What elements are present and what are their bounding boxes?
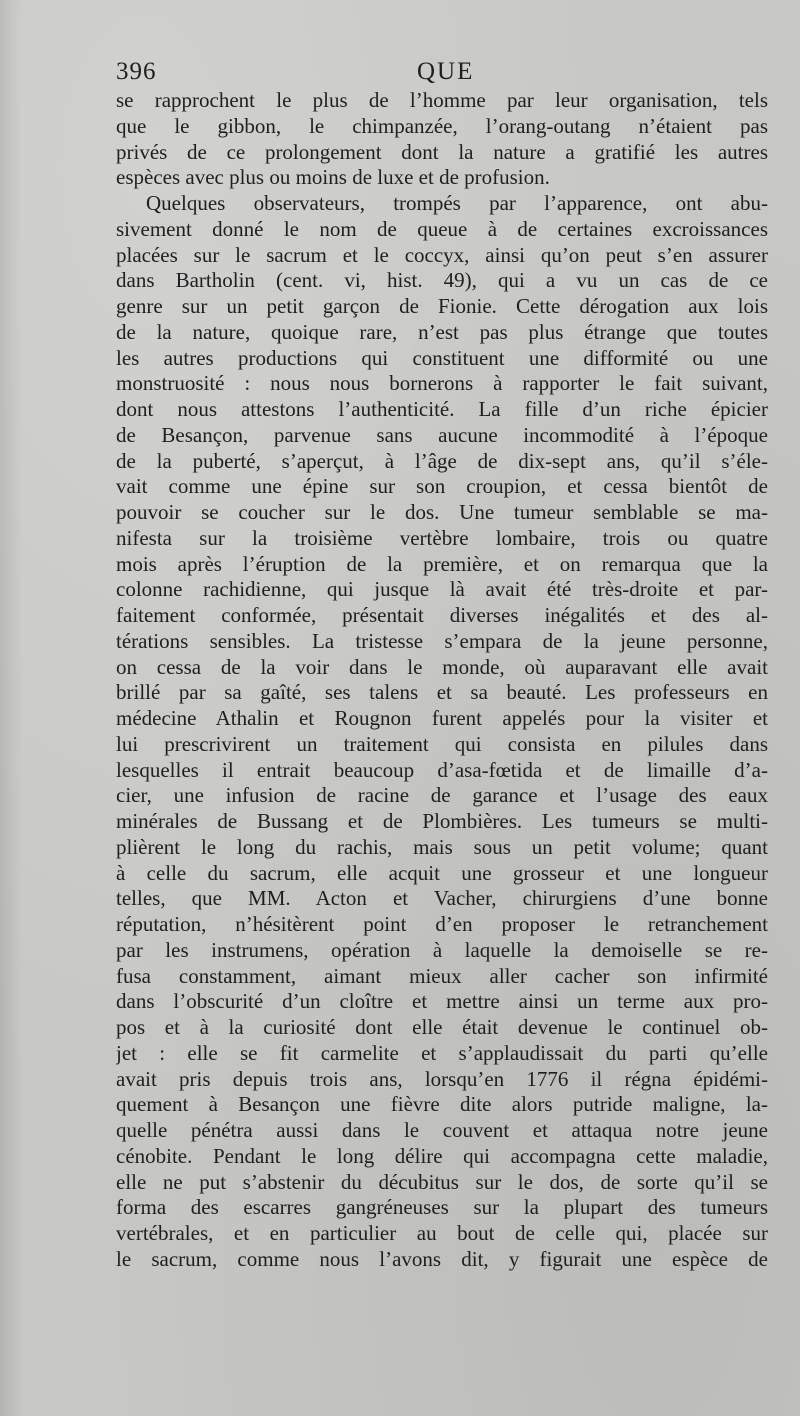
text-line: mois après l’éruption de la première, et on remarqua que la: [116, 551, 768, 576]
text-line: on cessa de la voir dans le monde, où auparavant elle avait: [116, 654, 768, 679]
text-line: pouvoir se coucher sur le dos. Une tumeur semblable se ma-: [116, 500, 768, 524]
text-line: de la puberté, s’aperçut, à l’âge de dix-sept ans, qu’il s’éle-: [116, 448, 768, 473]
text-line: colonne rachidienne, qui jusque là avait été très-droite et par-: [116, 577, 768, 602]
text-line: dont nous attestons l’authenticité. La fille d’un riche épicier: [116, 397, 768, 421]
text-line: fusa constamment, aimant mieux aller cacher son infirmité: [116, 963, 768, 988]
text-line: plièrent le long du rachis, mais sous un petit volume; quant: [116, 834, 768, 859]
text-line: les autres productions qui constituent une difformité ou une: [116, 345, 768, 370]
text-line: réputation, n’hésitèrent point d’en proposer le retranchement: [116, 912, 768, 936]
text-line: brillé par sa gaîté, ses talens et sa beauté. Les professeurs en: [116, 680, 768, 705]
text-line: forma des escarres gangréneuses sur la plupart des tumeurs: [116, 1195, 768, 1220]
text-line: sivement donné le nom de queue à de certaines excroissances: [116, 216, 768, 241]
text-line: lui prescrivirent un traitement qui consista en pilules dans: [116, 731, 768, 756]
body-text: [116, 88, 768, 1273]
text-line: de la nature, quoique rare, n’est pas plus étrange que toutes: [116, 319, 768, 344]
text-line: le sacrum, comme nous l’avons dit, y figurait une espèce de: [116, 1246, 768, 1271]
text-line: genre sur un petit garçon de Fionie. Cette dérogation aux lois: [116, 294, 768, 318]
text-line: nifesta sur la troisième vertèbre lombaire, trois ou quatre: [116, 525, 768, 550]
text-line: vait comme une épine sur son croupion, et cessa bientôt de: [116, 474, 768, 499]
page-number: 396: [116, 58, 157, 85]
text-line: cier, une infusion de racine de garance et l’usage des eaux: [116, 783, 768, 808]
text-line: placées sur le sacrum et le coccyx, ainsi qu’on peut s’en assurer: [116, 242, 768, 267]
text-line: elle ne put s’abstenir du décubitus sur le dos, de sorte qu’il se: [116, 1169, 768, 1194]
text-line: par les instrumens, opération à laquelle la demoiselle se re-: [116, 937, 768, 962]
text-line: cénobite. Pendant le long délire qui accompagna cette maladie,: [116, 1143, 768, 1168]
page-header: [114, 58, 770, 92]
text-line: de Besançon, parvenue sans aucune incommodité à l’époque: [116, 422, 768, 447]
text-line: vertébrales, et en particulier au bout de celle qui, placée sur: [116, 1221, 768, 1245]
text-line: jet : elle se fit carmelite et s’applaudissait du parti qu’elle: [116, 1040, 768, 1065]
text-line: espèces avec plus ou moins de luxe et de profusion.: [116, 165, 550, 190]
text-line: monstruosité : nous nous bornerons à rapporter le fait suivant,: [116, 371, 768, 396]
text-line: faitement conformée, présentait diverses inégalités et des al-: [116, 603, 768, 627]
text-line: pos et à la curiosité dont elle était devenue le continuel ob-: [116, 1015, 768, 1039]
text-line: se rapprochent le plus de l’homme par leur organisation, tels: [116, 88, 768, 112]
text-line: quelle pénétra aussi dans le couvent et attaqua notre jeune: [116, 1118, 768, 1142]
text-line: dans Bartholin (cent. vi, hist. 49), qui a vu un cas de ce: [116, 268, 768, 293]
text-line: minérales de Bussang et de Plombières. Les tumeurs se multi-: [116, 809, 768, 833]
text-line: médecine Athalin et Rougnon furent appelés pour la visiter et: [116, 706, 768, 730]
text-line: à celle du sacrum, elle acquit une grosseur et une longueur: [116, 860, 768, 885]
text-line: quement à Besançon une fièvre dite alors putride maligne, la-: [116, 1092, 768, 1117]
text-line: dans l’obscurité d’un cloître et mettre ainsi un terme aux pro-: [116, 989, 768, 1014]
text-line: avait pris depuis trois ans, lorsqu’en 1776 il régna épidémi-: [116, 1066, 768, 1091]
text-line: lesquelles il entrait beaucoup d’asa-fœtida et de limaille d’a-: [116, 757, 768, 782]
text-line: Quelques observateurs, trompés par l’apparence, ont abu-: [146, 191, 768, 215]
running-head: QUE: [417, 58, 475, 85]
text-line: privés de ce prolongement dont la nature a gratifié les autres: [116, 139, 768, 164]
text-line: que le gibbon, le chimpanzée, l’orang-outang n’étaient pas: [116, 113, 768, 138]
text-line: térations sensibles. La tristesse s’empara de la jeune personne,: [116, 628, 768, 653]
text-line: telles, que MM. Acton et Vacher, chirurgiens d’une bonne: [116, 886, 768, 911]
